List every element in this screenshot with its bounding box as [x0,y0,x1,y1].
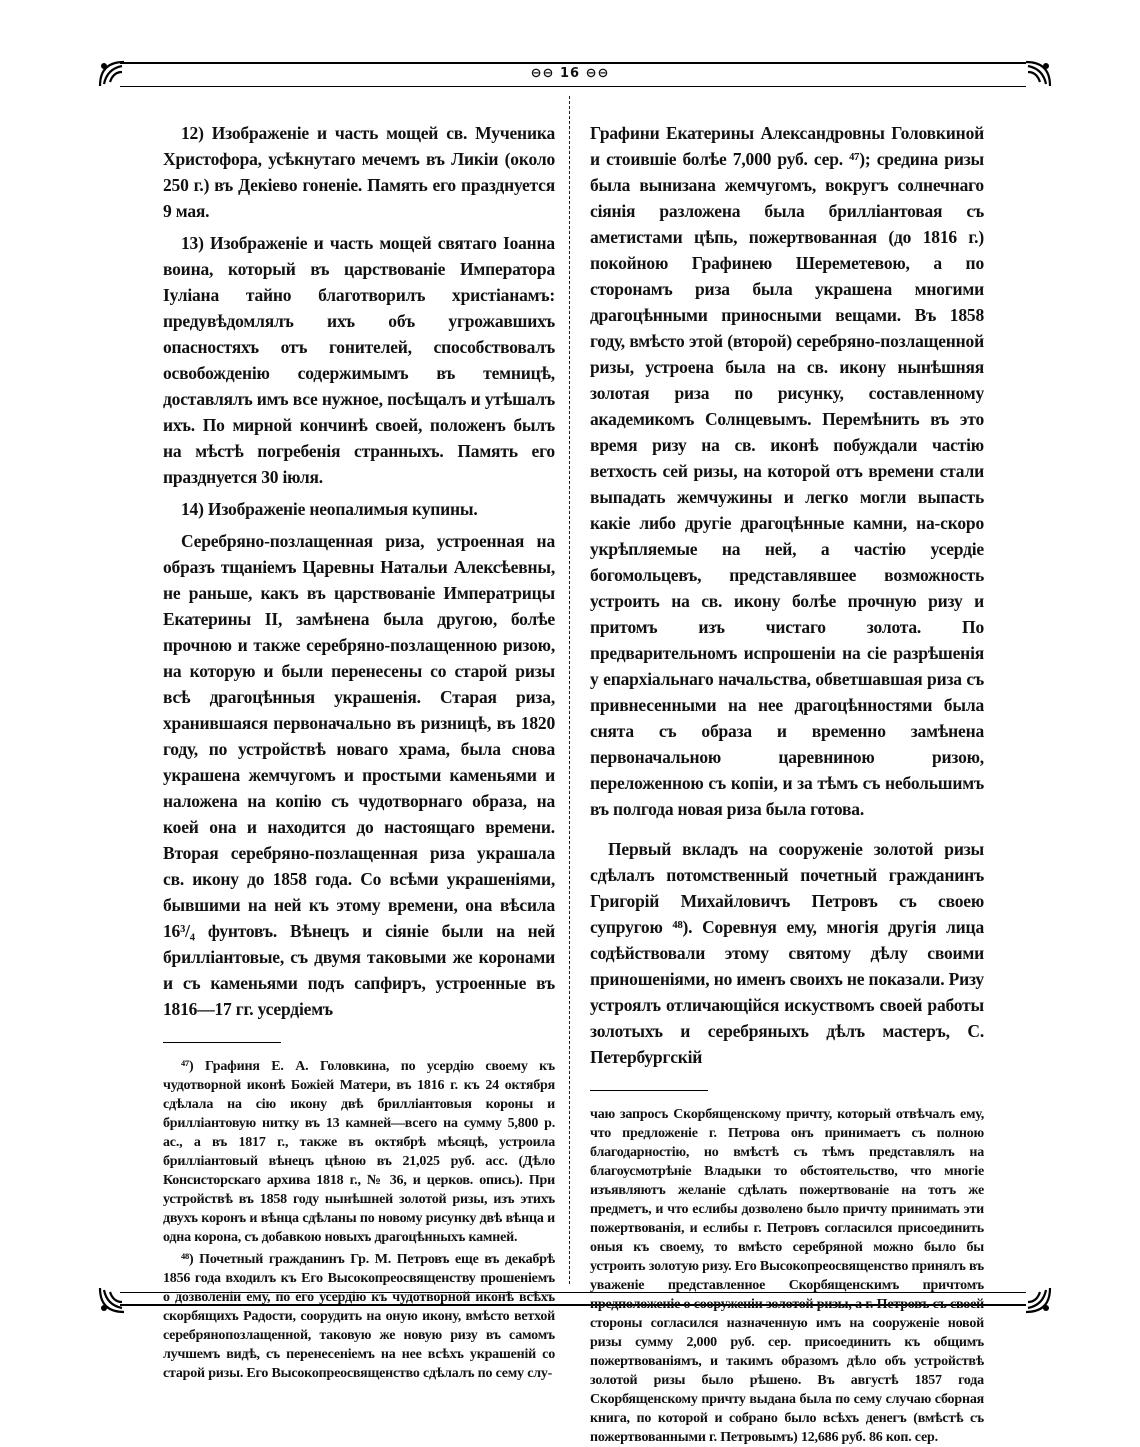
right-column [590,120,984,1447]
paragraph-item-13: 13) Изображеніе и часть мощей святаго Іоанна воина, который въ царствованіе Императора Іуліана тайно благотворилъ христіанамъ: предувѣдомлялъ ихъ объ угрожавшихъ опасностяхъ отъ гонителей, способствовалъ освобожденію содержимымъ въ темницѣ, доставлялъ имъ все нужное, посѣщалъ и утѣшалъ ихъ. По мирной кончинѣ своей, положенъ былъ на мѣстѣ погребенія странныхъ. Память его празднуется 30 іюля. [163,233,555,487]
corner-ornament-icon [1022,1284,1054,1316]
top-rule [120,62,1026,64]
footnote-rule [590,1090,708,1091]
footnote-47: ⁴⁷) Графиня Е. А. Головкина, по усердію своему къ чудотворной иконѣ Божіей Матери, въ 1816 г. къ 24 октября сдѣлала на сію икону двѣ брилліантовыя короны и брилліантовую нитку въ 13 камней—всего на сумму 5,800 р. ас., а въ 1817 г., также въ октябрѣ мѣсяцѣ, устроила брилліантовый вѣнецъ цѣною въ 21,025 руб. асс. (Дѣло Консисторскаго архива 1818 г., № 36, и церков. опись). При устройствѣ въ 1858 году нынѣшней золотой ризы, изъ этихъ двухъ коронъ и вѣнца сдѣланы по новому рисунку двѣ вѣнца и одна корона, съ добавкою новыхъ драгоцѣнныхъ камней. [163,1059,555,1245]
corner-ornament-icon [96,58,128,90]
page-number: ⊖⊖ 16 ⊖⊖ [530,66,610,81]
paragraph-item-14: 14) Изображеніе неопалимыя купины. [181,499,478,519]
paragraph-first-contribution: Первый вкладъ на сооруженіе золотой ризы сдѣлалъ потомственный почетный гражданинъ Григорій Михайловичъ Петровъ съ своею супругою ⁴⁸). Соревнуя ему, многія другія лица содѣйствовали этому святому дѣлу своими приношеніями, но именъ своихъ не показали. Ризу устроялъ отличающійся искуствомъ своей работы золотыхъ и серебряныхъ дѣлъ мастеръ, С. Петербургскій [590,839,984,1067]
corner-ornament-icon [1022,58,1054,90]
column-divider [569,96,570,1286]
footnote-48-continuation: чаю запросъ Скорбященскому причту, который отвѣчалъ ему, что предложеніе г. Петрова онъ принимаетъ съ полною благодарностію, но вмѣстѣ съ тѣмъ представлялъ на благоусмотрѣніе Владыки то обстоятельство, что многіе изъявляютъ желаніе сдѣлать пожертвованіе на тотъ же предметъ, и что еслибы дозволено было причту принимать эти пожертвованія, и еслибы г. Петровъ согласился присоединить оныя къ своему, то вмѣсто серебряной можно было бы устроить золотую ризу. Его Высокопреосвященство принялъ въ уваженіе представленное Скорбященскимъ причтомъ предположеніе о сооруженіи золотой ризы, а г. Петровъ съ своей стороны согласился назначенную имъ на сооруженіе новой ризы сумму 2,000 руб. сер. присоединить къ общимъ пожертвованіямъ, и такимъ образомъ дѣло объ устройствѣ золотой ризы было рѣшено. Въ августѣ 1857 года Скорбященскому причту выдана была по сему случаю сборная книга, по которой и собрано было всѣхъ денегъ (вмѣстѣ съ пожертвованными г. Петровымъ) 12,686 руб. 86 коп. сер. [590,1107,984,1445]
paragraph-riza-history: Серебряно-позлащенная риза, устроенная на образъ тщаніемъ Царевны Натальи Алексѣевны, не раньше, какъ въ царствованіе Императрицы Екатерины II, замѣнена была другою, болѣе прочною и также серебряно-позлащенною ризою, на которую и были перенесены со старой ризы всѣ драгоцѣнныя украшенія. Старая риза, хранившаяся первоначально въ ризницѣ, въ 1820 году, по устройствѣ новаго храма, была снова украшена жемчугомъ и простыми каменьями и наложена на копію съ чудотворнаго образа, на коей она и находится до настоящаго времени. Вторая серебряно-позлащенная риза украшала св. икону до 1858 года. Со всѣми украшеніями, бывшими на ней къ этому времени, она вѣсила 16³/₄ фунтовъ. Вѣнецъ и сіяніе были на ней брилліантовые, съ двумя таковыми же коронами и съ каменьями подъ сапфиръ, устроенные въ 1816—17 гг. усердіемъ [163,531,555,1019]
footnote-rule [163,1042,281,1043]
footnote-48: ⁴⁸) Почетный гражданинъ Гр. М. Петровъ еще въ декабрѣ 1856 года входилъ къ Его Высокопреосвященству прошеніемъ о дозволеніи ему, по его усердію къ чудотворной иконѣ всѣхъ скорбящихъ Радости, соорудить на оную икону, вмѣсто ветхой серебрянопозлащенной, таковую же новую ризу въ самомъ лучшемъ видѣ, съ перенесеніемъ на нее всѣхъ украшеній со старой ризы. Его Высокопреосвященство сдѣлалъ по сему слу- [163,1252,555,1381]
paragraph-item-12: 12) Изображеніе и часть мощей св. Мученика Христофора, усѣкнутаго мечемъ въ Ликіи (около 250 г.) въ Декіево гоненіе. Память его празднуется 9 мая. [163,123,555,221]
top-rule-inner [120,86,1026,87]
corner-ornament-icon [96,1284,128,1316]
paragraph-riza-continuation: Графини Екатерины Александровны Головкиной и стоившіе болѣе 7,000 руб. сер. ⁴⁷); средина ризы была вынизана жемчугомъ, вокругъ солнечнаго сіянія разложена была брилліантовая съ аметистами цѣпь, пожертвованная (до 1816 г.) покойною Графинею Шереметевою, а по сторонамъ риза была украшена многими драгоцѣнными приносными вещами. Въ 1858 году, вмѣсто этой (второй) серебряно-позлащенной ризы, устроена была на св. икону нынѣшняя золотая риза по рисунку, составленному академикомъ Солнцевымъ. Перемѣнить въ это время ризу на св. иконѣ побуждали частію ветхость сей ризы, на которой отъ времени стали выпадать жемчужины и легко могли выпасть какіе либо другіе драгоцѣнные камни, на-скоро укрѣпляемые на ней, а частію усердіе богомольцевъ, представлявшее возможность устроить на св. икону болѣе прочную ризу и притомъ изъ чистаго золота. По предварительномъ испрошеніи на сіе разрѣшенія у епархіальнаго начальства, обветшавшая риза съ привнесенными на нее драгоцѣнностями была снята съ образа и временно замѣнена первоначальною царевниною ризою, переложенною съ копіи, и за тѣмъ съ небольшимъ въ полгода новая риза была готова. [590,123,984,819]
footnotes-left [163,1057,555,1383]
left-column [163,120,555,1383]
footnotes-right [590,1105,984,1447]
